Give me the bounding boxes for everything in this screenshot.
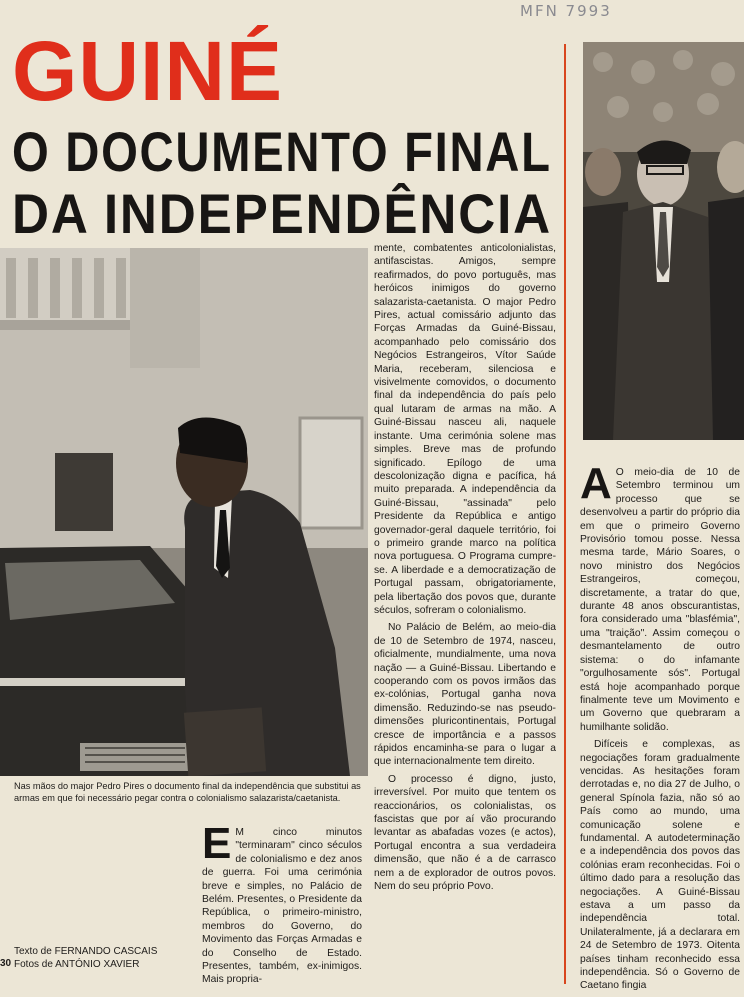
dropcap-a: A — [580, 459, 612, 508]
column-divider-rule — [564, 44, 566, 984]
dropcap-e: E — [202, 819, 232, 868]
page-number: 30 — [0, 958, 12, 969]
column-2-paragraph-3: O processo é digno, justo, irreversível. Por muito que tentem os reaccionários, os colonialistas, os fascistas que por aí vão procurando levantar as abafadas vozes (e actos), Portugal encontra a sua verdadeira dimensão, que não é a de carrasco nem a de explorador de outros povos. Nem do seu próprio Povo. — [374, 773, 556, 893]
photo-pedro-pires-illustration — [0, 248, 368, 776]
column-3-paragraph-2: Difíceis e complexas, as negociações foram gradualmente vencidas. As hesitações foram derrotadas e, no dia 27 de Julho, o general Spínola fazia, não só ao País como ao mundo, uma comunicação solene e fundamental. A autodeterminação e a independência dos povos das colónias eram reconhecidas. Foi o último dado para a resolução das negociações. A Guiné-Bissau estava a um passo da independência total. Unilateralmente, já a declarara em 24 de Setembro de 1973. Oitenta países tinham reconhecido essa independência. Só o Governo de Caetano fingia — [580, 739, 740, 992]
photo-delegation — [583, 42, 744, 440]
column-3-paragraph-1: O meio-dia de 10 de Setembro terminou um processo que se desenvolveu a partir do próprio dia em que o primeiro Governo Provisório tomou posse. Nessa mesma tarde, Mário Soares, o novo ministro dos Negócios Estrangeiros, começou, discretamente, a tratar do que, durante 48 anos obscurantistas, fora considerado uma "blasfémia", uma "traição". Assim começou o desmantelamento de outro sistema: o do infamante "orgulhosamente sós". Portugal está hoje acompanhado porque finalmente teve um Movimento e um Governo que quebraram a humilhante solidão. — [580, 467, 740, 733]
column-1-paragraph-1: M cinco minutos "terminaram" cinco séculos de colonialismo e dez anos de guerra. Foi uma cerimónia breve e simples, no Palácio de Belém. Presentes, o Presidente da República, o primeiro-ministro, membros do Governo, do Movimento das Forças Armadas e do Conselho de Estado. Presentes, também, ex-inimigos. Mais propria- — [202, 827, 362, 986]
headline-title-line-2: DA INDEPENDÊNCIA — [12, 182, 552, 245]
handwritten-archive-note: MFN 7993 — [520, 2, 612, 20]
column-2-paragraph-1: mente, combatentes anticolonialistas, antifascistas. Amigos, sempre reafirmados, do povo português, mas heróicos inimigos do governo salazarista-caetanista. O major Pedro Pires, actual comissário adjunto das Forças Armadas da Guiné-Bissau, acompanhado pelo comissário dos Negócios Estrangeiros, Vítor Saúde Maria, receberam, silenciosa e visivelmente comovidos, o documento final da independência do país pelo qual lutaram de armas na mão. A Guiné-Bissau nasceu ali, naquele instante. Uma cerimónia solene mas simples. Breve mas de profundo significado. Epílogo de uma descolonização digna e pacífica, há muito preparada. A independência da Guiné-Bissau, "assinada" pelo Presidente da República e antigo governador-geral daquele território, foi o primeiro grande marco na política nova portuguesa. O Programa cumpre-se. A liberdade e a democratização de Portugal passam, obrigatoriamente, pela libertação dos povos que, durante séculos, sofreram o colonialismo. — [374, 243, 556, 616]
headline-kicker: GUINÉ — [12, 24, 284, 118]
photo-pedro-pires — [0, 248, 368, 776]
article-column-1 — [202, 819, 362, 991]
photo-caption: Nas mãos do major Pedro Pires o documento final da independência que substitui as armas em que foi necessário pegar contra o colonialismo salazarista/caetanista. — [14, 781, 361, 803]
credit-photo-author: Fotos de ANTÓNIO XAVIER — [14, 959, 140, 970]
credit-text-author: Texto de FERNANDO CASCAIS — [14, 946, 158, 957]
column-2-paragraph-2: No Palácio de Belém, ao meio-dia de 10 de Setembro de 1974, nasceu, oficialmente, mundialmente, uma nova nação — a Guiné-Bissau. Libertando e cooperando com os povos irmãos das ex-colónias, Portugal ganha nova dimensão. Reduzindo-se nas pseudo-dimensões pluricontinentais, Portugal cresce de importância e a passos rápidos encaminha-se para o lugar a que internacionalmente tem direito. — [374, 622, 556, 768]
photo-delegation-illustration — [583, 42, 744, 440]
headline-title-line-1: O DOCUMENTO FINAL — [12, 120, 552, 183]
article-credits — [14, 945, 157, 971]
article-column-3 — [580, 459, 740, 997]
article-column-2 — [374, 242, 556, 898]
